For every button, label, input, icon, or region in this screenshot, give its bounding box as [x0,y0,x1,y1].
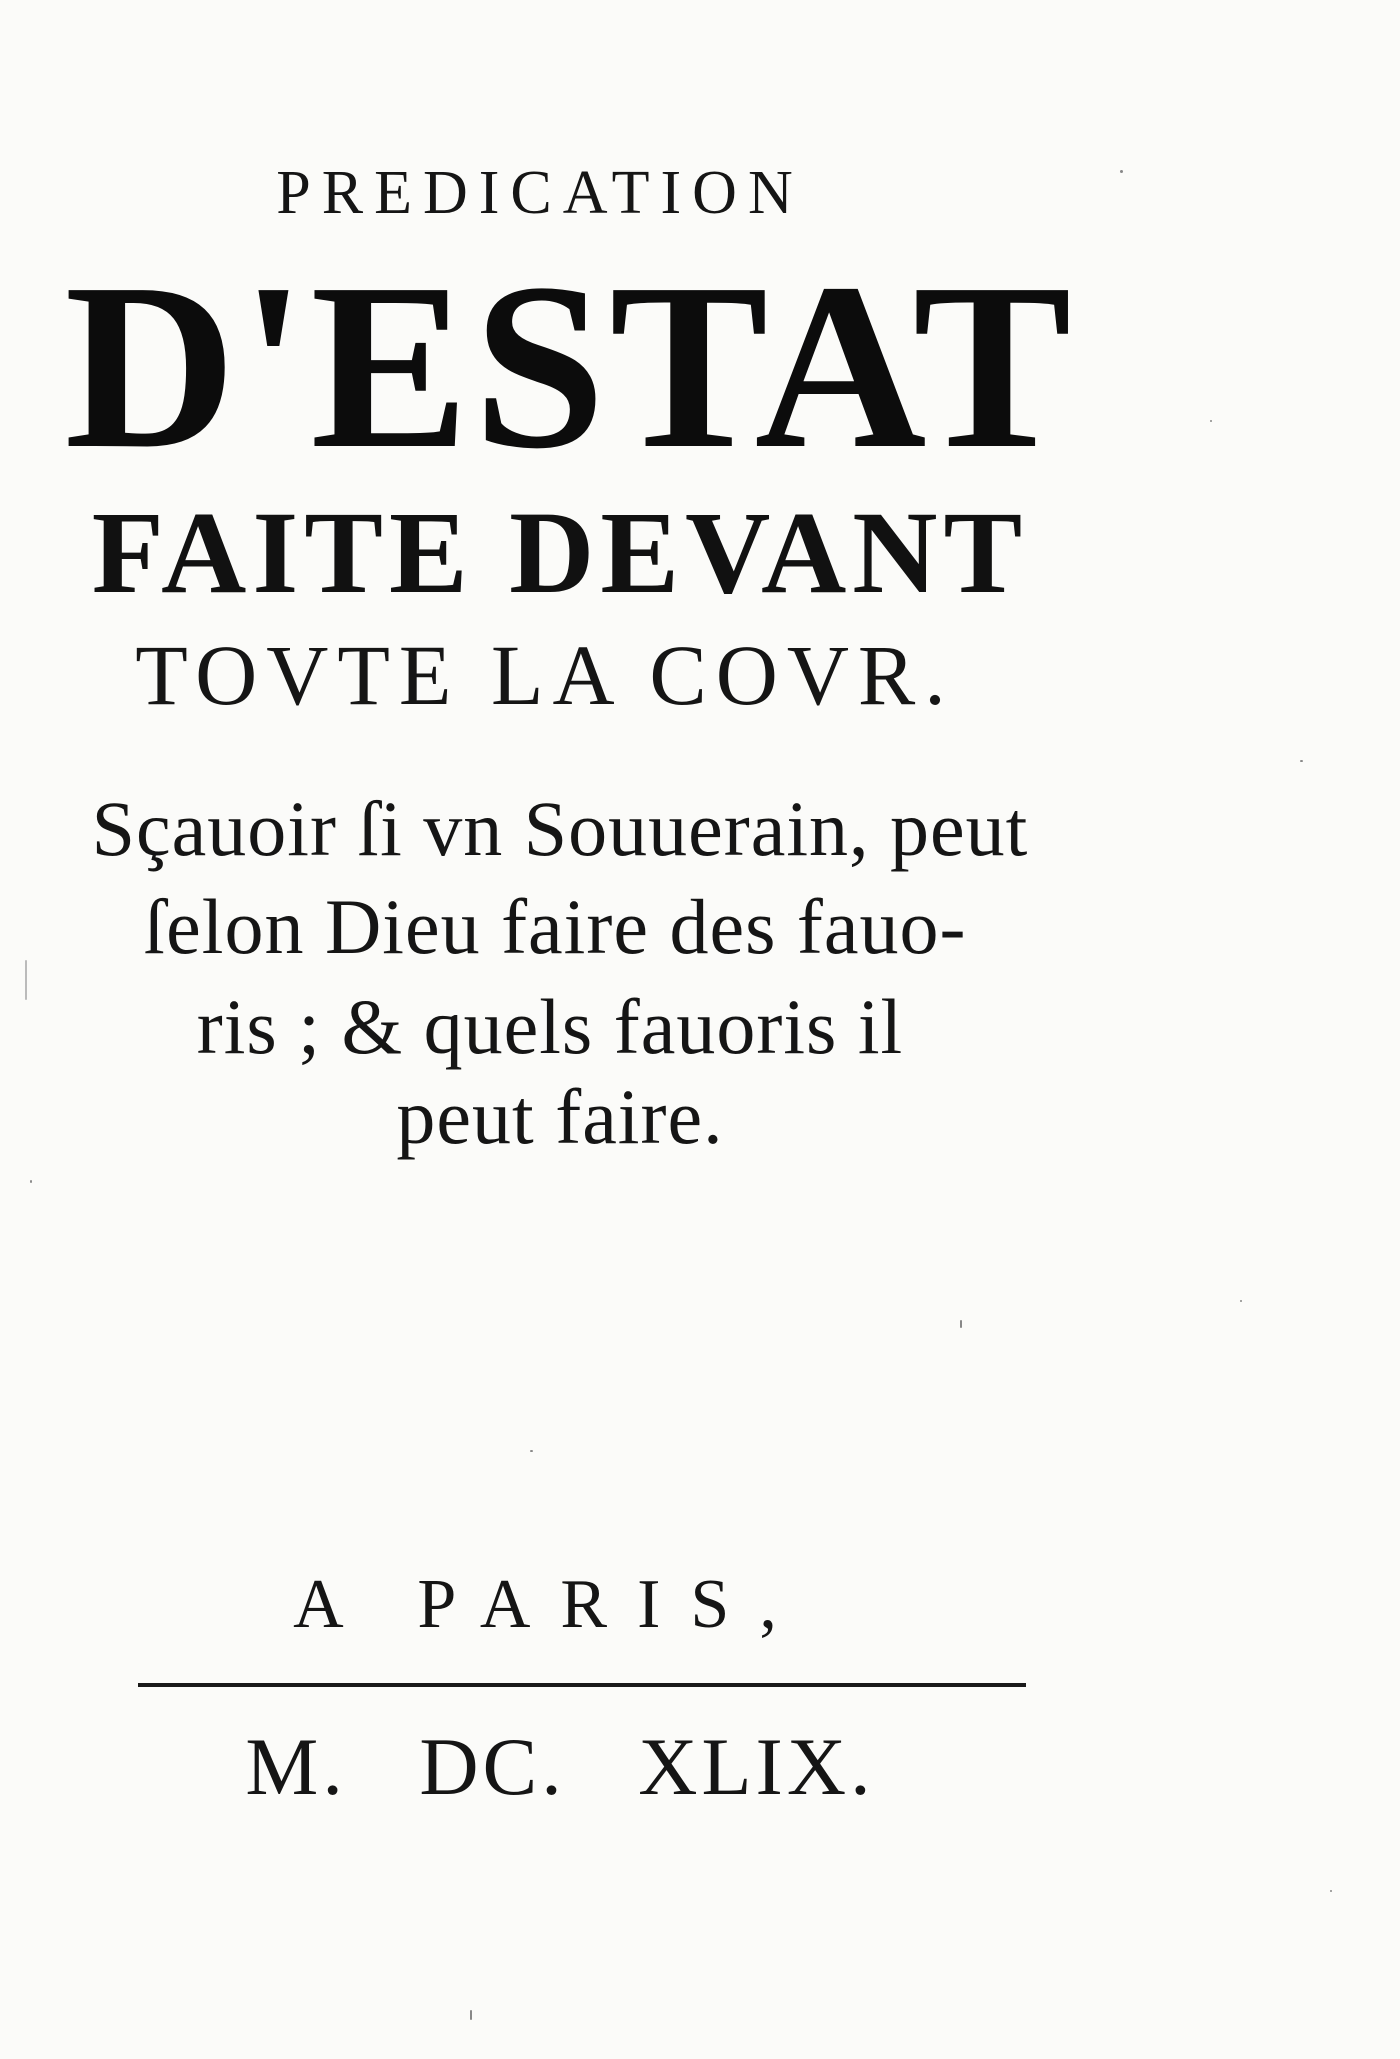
question-line: peut faire. [396,1073,724,1160]
title-toute-la-cour: TOVTE LA COVR. [135,627,955,723]
paper-speck [1300,760,1303,762]
paper-speck [25,960,27,1000]
paper-speck [530,1450,533,1452]
question-line: ris ; & quels fauoris il [196,983,904,1070]
paper-speck [1210,420,1212,422]
paper-speck [1240,1300,1242,1302]
paper-speck [960,1320,962,1328]
paper-speck [470,2010,472,2020]
paper-speck [30,1180,32,1183]
title-destat: D'ESTAT [64,235,1076,498]
imprint-year: M. DC. XLIX. [245,1721,875,1812]
title-faite-devant: FAITE DEVANT [91,487,1029,618]
question-line: ſelon Dieu faire des fauo- [143,883,967,970]
question-line: Sçauoir ſi vn Souuerain, peut [91,785,1029,872]
paper-speck [1120,170,1123,173]
imprint-place: A PARIS, [293,1566,807,1643]
imprint-rule [138,1683,1026,1687]
title-predication: PREDICATION [276,159,804,227]
paper-speck [1330,1890,1332,1892]
